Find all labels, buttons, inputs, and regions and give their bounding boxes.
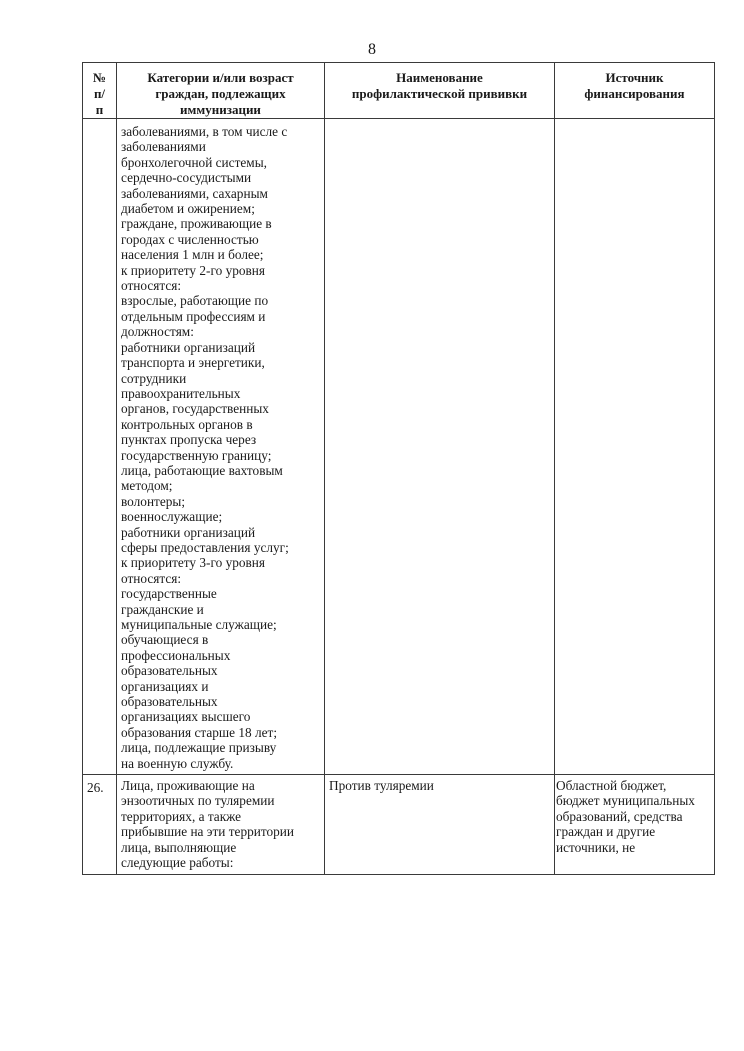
category-cell: заболеваниями, в том числе с заболеваниями бронхолегочной системы, сердечно-сосудистыми заболеваниями, сахарным диабетом и ожирением; граждане, проживающие в городах с численностью населения 1 млн и более; к приоритету 2-го уровня относятся: взрослые, работающие по отдельным профессиям и должностям: работники организаций транспорта и энергетики, сотрудники правоохранительных органов, государственных контрольных органов в пунктах пропуска через государственную границу; лица, работающие вахтовым методом; волонтеры; военнослужащие; работники организаций сферы предоставления услуг; к приоритету 3-го уровня относятся: государственные гражданские и муниципальные служащие; обучающиеся в профессиональных образовательных организациях и образовательных организациях высшего образования старше 18 лет; лица, подлежащие призыву на военную службу. bbox=[117, 119, 325, 775]
vaccination-cell: Против туляремии bbox=[325, 775, 555, 874]
table-row bbox=[83, 775, 715, 874]
funding-cell: Областной бюджет, бюджет муниципальных образований, средства граждан и другие источники, не bbox=[555, 775, 715, 874]
table-header-row bbox=[83, 63, 715, 119]
category-cell: Лица, проживающие на энзоотичных по туляремии территориях, а также прибывшие на эти территории лица, выполняющие следующие работы: bbox=[117, 775, 325, 874]
vaccination-cell bbox=[325, 119, 555, 775]
row-number: 26. bbox=[83, 775, 117, 874]
funding-cell bbox=[555, 119, 715, 775]
header-vaccination: Наименование профилактической прививки bbox=[325, 63, 555, 119]
header-num: № п/ п bbox=[83, 63, 117, 119]
table-row bbox=[83, 119, 715, 775]
page-number: 8 bbox=[368, 41, 376, 58]
header-category: Категории и/или возраст граждан, подлежащих иммунизации bbox=[117, 63, 325, 119]
header-funding: Источник финансирования bbox=[555, 63, 715, 119]
row-number bbox=[83, 119, 117, 775]
immunization-table bbox=[82, 62, 715, 875]
